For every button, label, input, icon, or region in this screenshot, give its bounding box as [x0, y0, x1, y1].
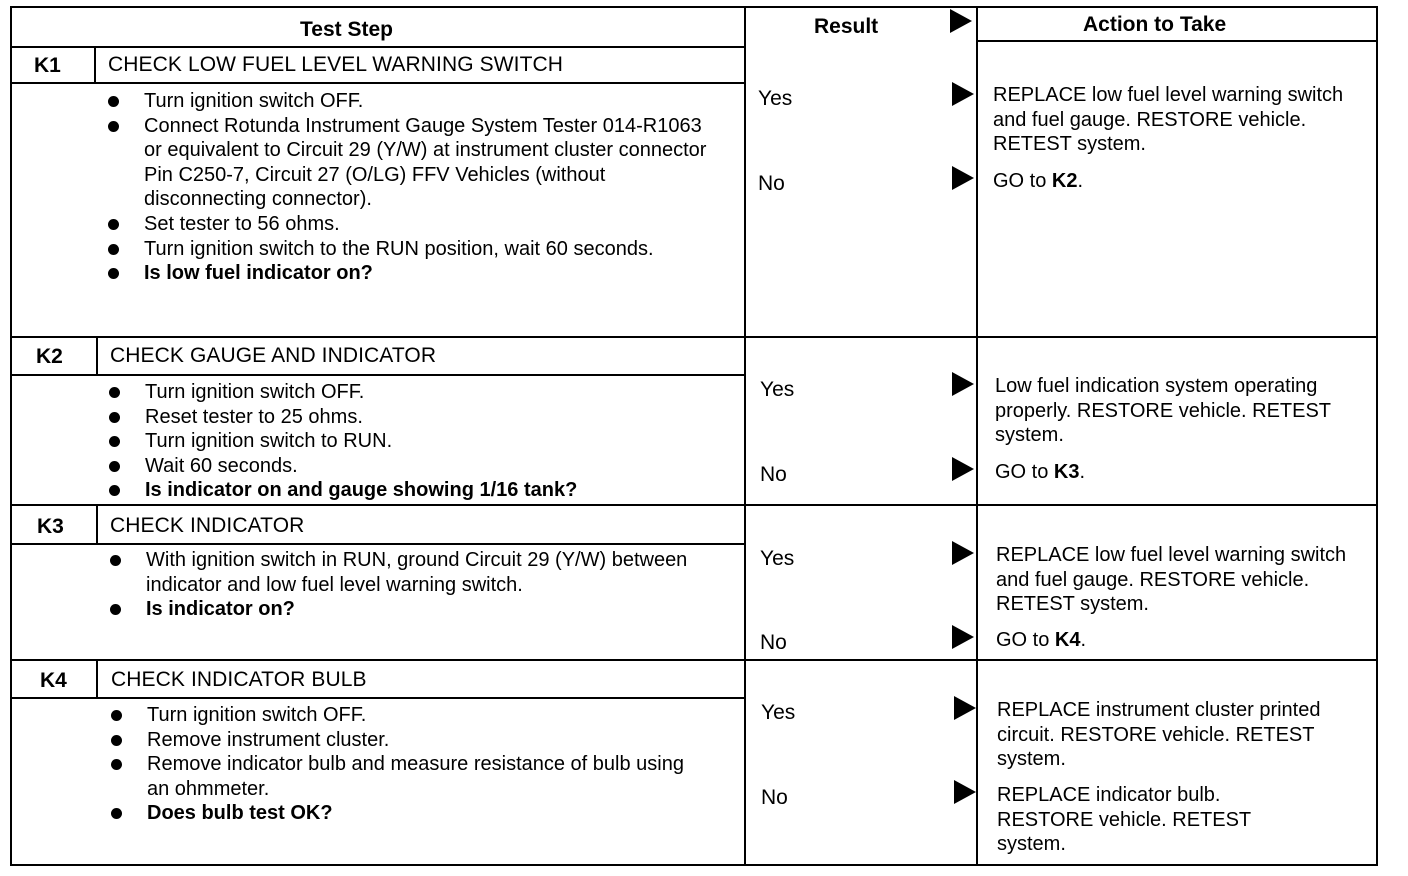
list-item: Turn ignition switch OFF.	[111, 703, 711, 728]
step-title-k1: CHECK LOW FUEL LEVEL WARNING SWITCH	[108, 53, 564, 76]
arrow-no-k2-icon	[952, 457, 974, 481]
action-no-k1: GO to K2.	[993, 170, 1084, 192]
bullet-icon	[109, 436, 120, 447]
step-code-k3: K3	[37, 515, 64, 538]
arrow-yes-k2-icon	[952, 372, 974, 396]
step-instructions-k4	[111, 703, 711, 826]
list-item: Turn ignition switch to the RUN position, wait 60 seconds.	[108, 237, 708, 262]
list-item	[111, 801, 711, 826]
step-title-k2: CHECK GAUGE AND INDICATOR	[110, 344, 437, 367]
result-yes-k2: Yes	[760, 378, 795, 401]
step-instructions-k1	[108, 89, 708, 286]
column-divider-result	[744, 6, 746, 866]
result-yes-k1: Yes	[758, 87, 793, 110]
list-item	[110, 597, 732, 622]
header-action: Action to Take	[1083, 13, 1227, 36]
result-yes-k4: Yes	[761, 701, 796, 724]
step-question-k1: Is low fuel indicator on?	[144, 262, 373, 285]
result-yes-k3: Yes	[760, 547, 795, 570]
list-item	[109, 478, 729, 503]
arrow-yes-k4-icon	[954, 696, 976, 720]
title-divider-k1	[10, 82, 746, 84]
list-item: With ignition switch in RUN, ground Circuit 29 (Y/W) between indicator and low fuel level warning switch.	[110, 548, 732, 597]
action-yes-k2: Low fuel indication system operating properly. RESTORE vehicle. RETEST system.	[995, 375, 1331, 447]
bullet-icon	[110, 604, 121, 615]
list-item: Remove instrument cluster.	[111, 728, 711, 753]
step-title-k3: CHECK INDICATOR	[110, 514, 305, 537]
step-question-k3: Is indicator on?	[146, 598, 295, 621]
code-divider-k4	[96, 659, 98, 699]
list-item: Turn ignition switch OFF.	[109, 380, 729, 405]
action-no-k3: GO to K4.	[996, 629, 1087, 651]
bullet-icon	[109, 485, 120, 496]
list-item: Reset tester to 25 ohms.	[109, 405, 729, 430]
bullet-icon	[111, 710, 122, 721]
step-instructions-k3	[110, 548, 732, 622]
result-no-k2: No	[760, 463, 787, 486]
bullet-icon	[111, 735, 122, 746]
action-yes-k3: REPLACE low fuel level warning switch and fuel gauge. RESTORE vehicle. RETEST system.	[996, 544, 1347, 616]
result-no-k4: No	[761, 786, 788, 809]
arrow-yes-k3-icon	[952, 541, 974, 565]
row-divider-k1	[10, 336, 1378, 338]
list-item	[108, 261, 708, 286]
bullet-icon	[109, 461, 120, 472]
title-divider-k2	[10, 374, 746, 376]
bullet-icon	[111, 759, 122, 770]
arrow-no-k4-icon	[954, 780, 976, 804]
header-divider-left	[10, 46, 746, 48]
title-divider-k4	[10, 697, 746, 699]
result-no-k3: No	[760, 631, 787, 654]
bullet-icon	[108, 96, 119, 107]
arrow-yes-k1-icon	[952, 82, 974, 106]
bullet-icon	[108, 121, 119, 132]
header-arrow-icon	[950, 9, 972, 33]
code-divider-k2	[96, 336, 98, 376]
bullet-icon	[108, 219, 119, 230]
bullet-icon	[109, 412, 120, 423]
step-code-k2: K2	[36, 345, 63, 368]
list-item: Turn ignition switch to RUN.	[109, 429, 729, 454]
arrow-no-k1-icon	[952, 166, 974, 190]
list-item: Remove indicator bulb and measure resistance of bulb using an ohmmeter.	[111, 752, 711, 801]
bullet-icon	[108, 244, 119, 255]
header-result: Result	[814, 15, 879, 38]
step-code-k1: K1	[34, 54, 61, 77]
title-divider-k3	[10, 543, 746, 545]
list-item: Turn ignition switch OFF.	[108, 89, 708, 114]
column-divider-action	[976, 6, 978, 866]
list-item: Set tester to 56 ohms.	[108, 212, 708, 237]
action-no-k2: GO to K3.	[995, 461, 1086, 483]
row-divider-k3	[10, 659, 1378, 661]
result-no-k1: No	[758, 172, 785, 195]
header-test-step: Test Step	[300, 18, 393, 41]
code-divider-k1	[94, 46, 96, 84]
code-divider-k3	[96, 504, 98, 544]
arrow-no-k3-icon	[952, 625, 974, 649]
bullet-icon	[110, 555, 121, 566]
action-no-k4: REPLACE indicator bulb. RESTORE vehicle. RETEST system.	[997, 784, 1251, 856]
action-yes-k1: REPLACE low fuel level warning switch and fuel gauge. RESTORE vehicle. RETEST system.	[993, 84, 1344, 156]
step-title-k4: CHECK INDICATOR BULB	[111, 668, 367, 691]
bullet-icon	[109, 387, 120, 398]
step-question-k2: Is indicator on and gauge showing 1/16 tank?	[145, 479, 578, 502]
step-instructions-k2	[109, 380, 729, 503]
step-code-k4: K4	[40, 669, 67, 692]
list-item: Wait 60 seconds.	[109, 454, 729, 479]
header-divider-action	[976, 40, 1378, 42]
step-question-k4: Does bulb test OK?	[147, 802, 333, 825]
bullet-icon	[111, 808, 122, 819]
list-item: Connect Rotunda Instrument Gauge System Tester 014-R1063 or equivalent to Circuit 29 (Y/W) at instrument cluster connector Pin C250-7, Circuit 27 (O/LG) FFV Vehicles (without disconnecting connector).	[108, 114, 708, 212]
action-yes-k4: REPLACE instrument cluster printed circuit. RESTORE vehicle. RETEST system.	[997, 699, 1321, 771]
row-divider-k2	[10, 504, 1378, 506]
bullet-icon	[108, 268, 119, 279]
